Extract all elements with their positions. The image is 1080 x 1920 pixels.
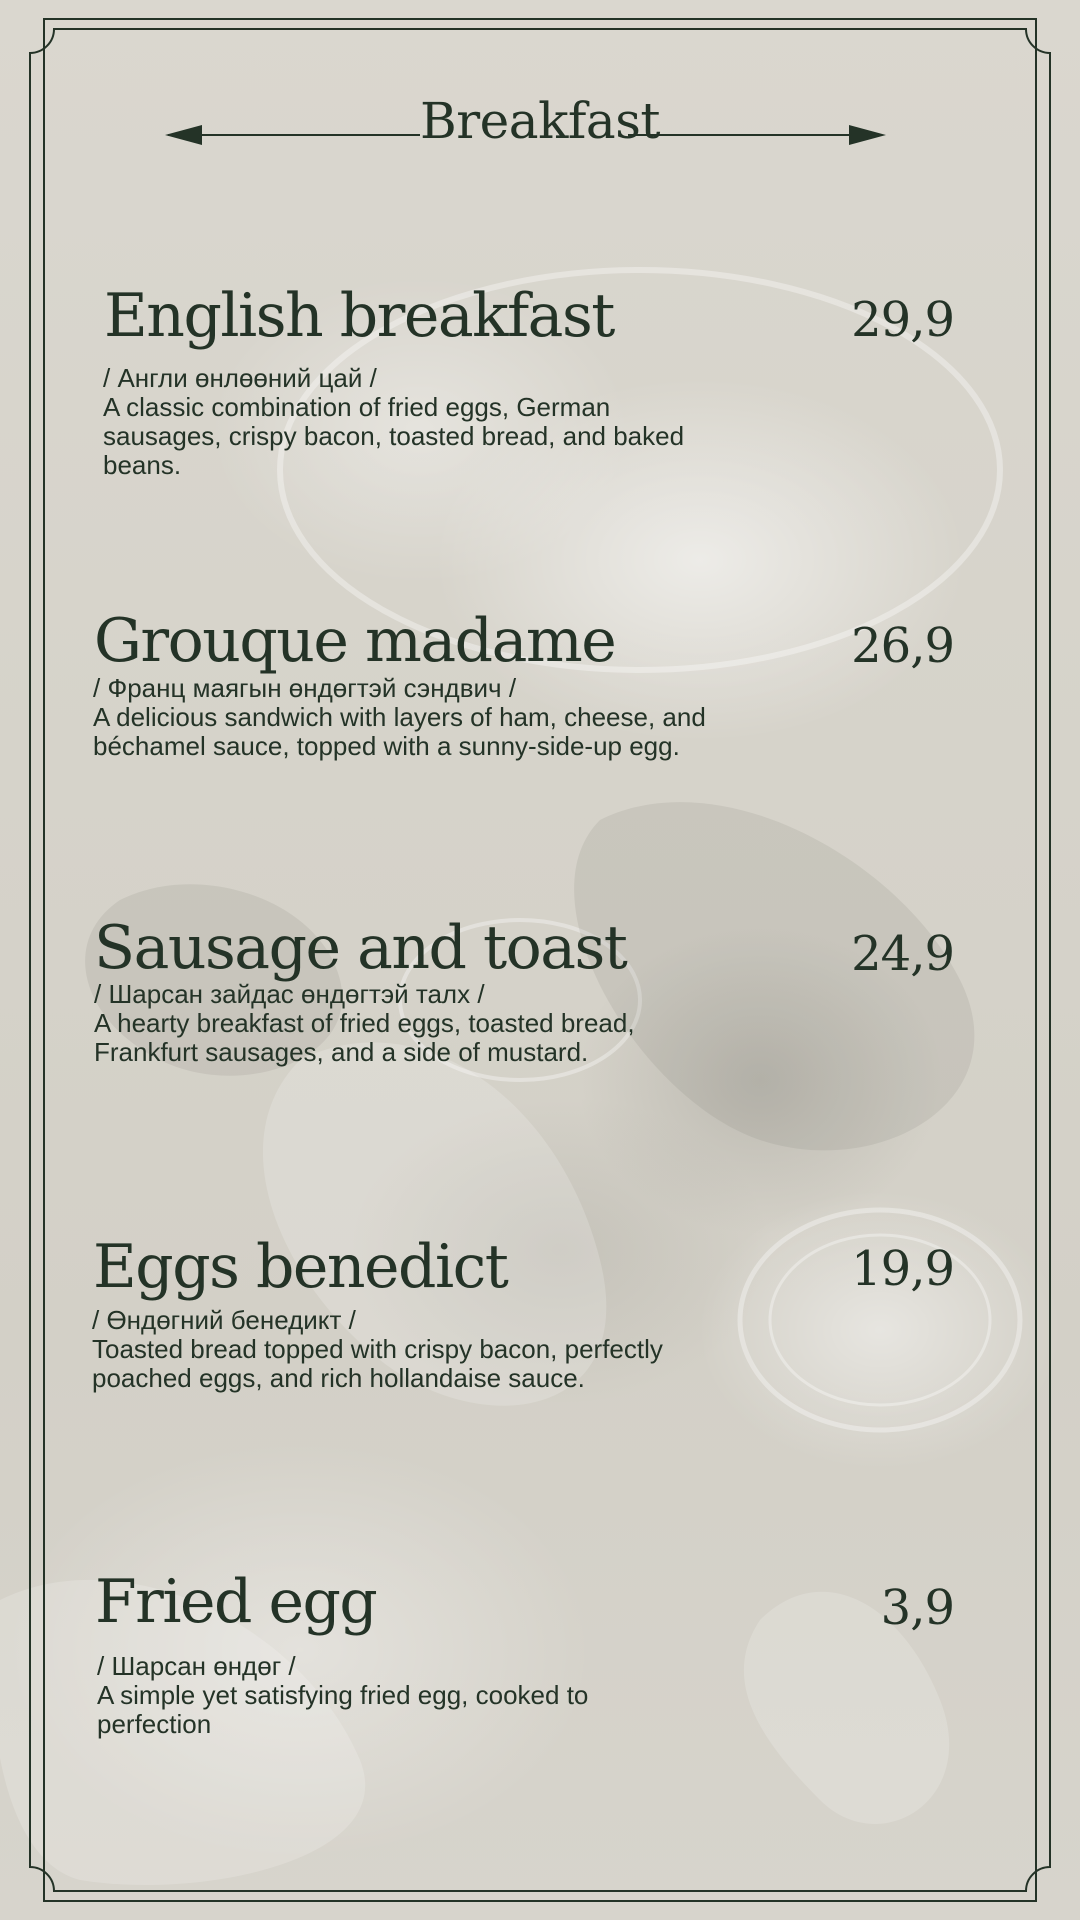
item-subtitle: / Шарсан өндөг / xyxy=(97,1651,296,1681)
item-subtitle: / Шарсан зайдас өндөгтэй талх / xyxy=(94,979,485,1009)
item-name: English breakfast xyxy=(104,281,614,351)
item-name: Fried egg xyxy=(95,1567,377,1637)
item-subtitle: / Франц маягын өндөгтэй сэндвич / xyxy=(93,673,517,703)
item-description: A hearty breakfast of fried eggs, toasted bread, Frankfurt sausages, and a side of mustard. xyxy=(94,1008,635,1067)
item-description: A simple yet satisfying fried egg, cooked to perfection xyxy=(97,1680,589,1739)
item-name: Grouque madame xyxy=(94,606,616,676)
item-subtitle: / Өндөгний бенедикт / xyxy=(92,1305,356,1335)
item-description: A delicious sandwich with layers of ham, cheese, and béchamel sauce, topped with a sunny-side-up egg. xyxy=(93,702,706,761)
item-price: 19,9 xyxy=(851,1241,954,1297)
item-subtitle: / Англи өнлөөний цай / xyxy=(103,363,377,393)
item-description: A classic combination of fried eggs, German sausages, crispy bacon, toasted bread, and baked beans. xyxy=(103,392,685,480)
item-description: Toasted bread topped with crispy bacon, perfectly poached eggs, and rich hollandaise sauce. xyxy=(92,1334,663,1393)
item-price: 26,9 xyxy=(851,618,954,674)
menu-heading-text: Breakfast xyxy=(420,92,660,150)
item-name: Sausage and toast xyxy=(94,913,627,983)
item-price: 24,9 xyxy=(851,926,954,982)
menu-heading xyxy=(0,92,1080,150)
item-name: Eggs benedict xyxy=(93,1232,508,1302)
item-price: 29,9 xyxy=(851,292,954,348)
item-price: 3,9 xyxy=(880,1580,954,1636)
